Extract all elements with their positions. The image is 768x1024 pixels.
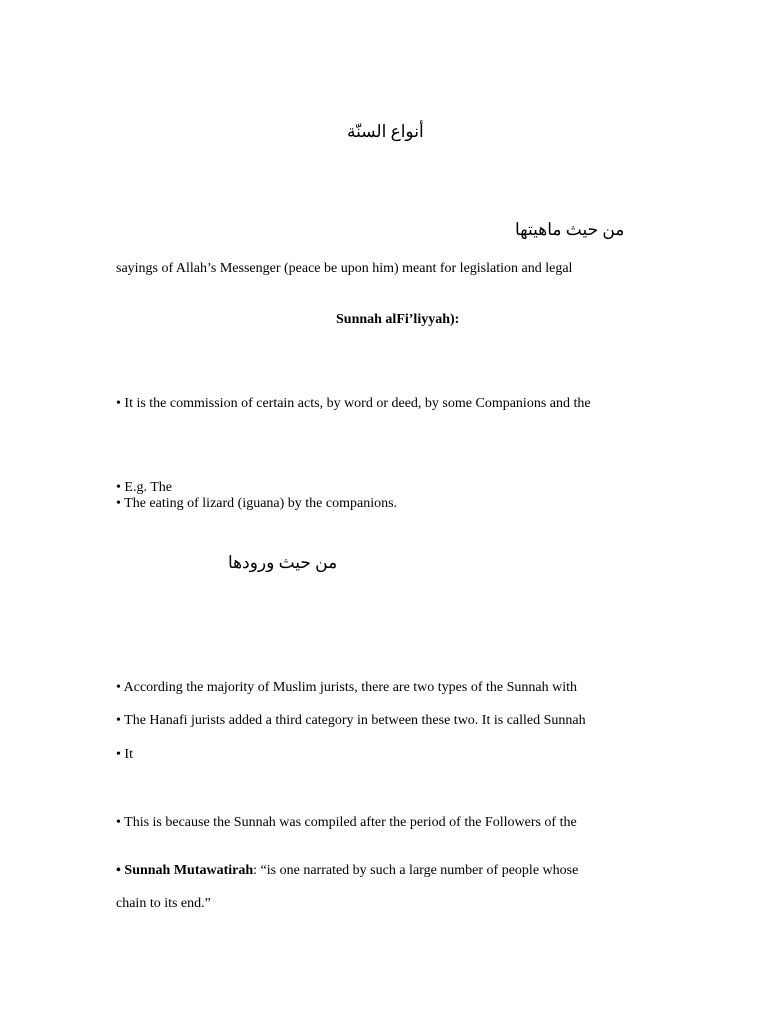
bullet-commission: • It is the commission of certain acts, by word or deed, by some Companions and the — [116, 396, 591, 411]
bullet-lizard: • The eating of lizard (iguana) by the companions. — [116, 496, 398, 511]
centered-bold-heading: Sunnah alFi’liyyah): — [336, 312, 460, 327]
section-heading-transmission-arabic: من حيث ورودها — [228, 553, 338, 572]
definition-mutawatirah: : “is one narrated by such a large number of people whose — [253, 863, 579, 878]
document-title-arabic: أنواع السنّة — [347, 122, 424, 141]
bullet-hanafi: • The Hanafi jurists added a third category in between these two. It is called Sunnah — [116, 713, 586, 728]
bullet-majority: • According the majority of Muslim jurists, there are two types of the Sunnah with — [116, 680, 577, 695]
bullet-mutawatirah — [116, 863, 578, 879]
bullet-it: • It — [116, 747, 133, 762]
text-line-chain-end: chain to its end.” — [116, 896, 211, 911]
bullet-mark: • — [116, 863, 125, 878]
text-line-sayings: sayings of Allah’s Messenger (peace be upon him) meant for legislation and legal — [116, 261, 573, 276]
term-mutawatirah: Sunnah Mutawatirah — [124, 863, 254, 878]
section-heading-essence-arabic: من حيث ماهيتها — [515, 220, 625, 239]
bullet-example: • E.g. The — [116, 480, 172, 495]
bullet-compiled: • This is because the Sunnah was compiled after the period of the Followers of the — [116, 815, 577, 830]
